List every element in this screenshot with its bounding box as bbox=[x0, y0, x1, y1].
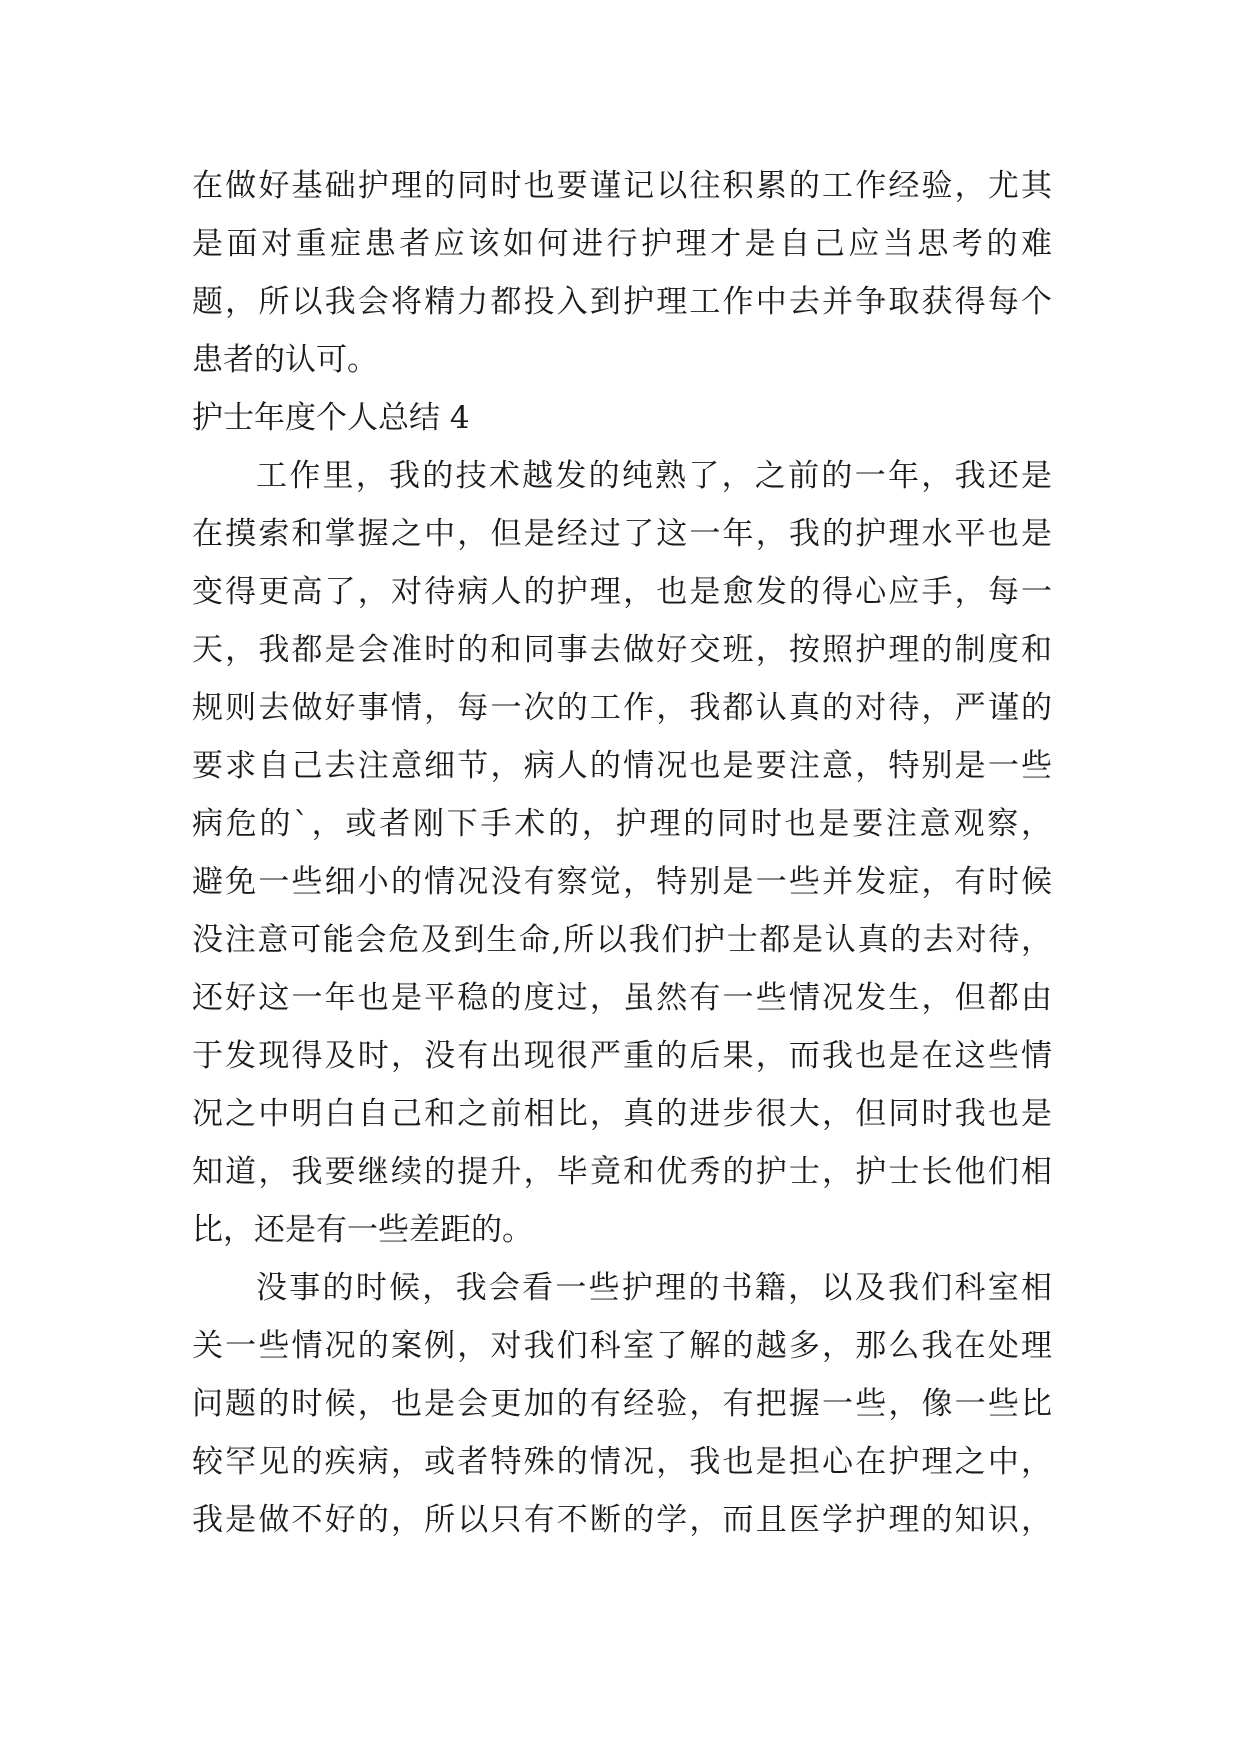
text-line: 规则去做好事情，每一次的工作，我都认真的对待，严谨的 bbox=[192, 690, 1052, 726]
text-line: 是面对重症患者应该如何进行护理才是自己应当思考的难 bbox=[192, 226, 1052, 262]
text-line: 变得更高了，对待病人的护理，也是愈发的得心应手，每一 bbox=[192, 574, 1052, 610]
text-line: 患者的认可。 bbox=[192, 342, 378, 378]
text-line: 病危的`，或者刚下手术的，护理的同时也是要注意观察， bbox=[192, 806, 1052, 842]
section-heading: 护士年度个人总结 4 bbox=[192, 400, 470, 436]
text-line: 天，我都是会准时的和同事去做好交班，按照护理的制度和 bbox=[192, 632, 1052, 668]
text-line: 于发现得及时，没有出现很严重的后果，而我也是在这些情 bbox=[192, 1038, 1052, 1074]
text-line: 没注意可能会危及到生命,所以我们护士都是认真的去对待， bbox=[192, 922, 1052, 958]
text-line: 要求自己去注意细节，病人的情况也是要注意，特别是一些 bbox=[192, 748, 1052, 784]
text-line: 在做好基础护理的同时也要谨记以往积累的工作经验，尤其 bbox=[192, 168, 1052, 204]
document-page bbox=[192, 157, 1052, 1549]
text-line: 关一些情况的案例，对我们科室了解的越多，那么我在处理 bbox=[192, 1328, 1052, 1364]
paragraph-2 bbox=[192, 1259, 1052, 1549]
text-line: 还好这一年也是平稳的度过，虽然有一些情况发生，但都由 bbox=[192, 980, 1052, 1016]
text-line: 我是做不好的，所以只有不断的学，而且医学护理的知识， bbox=[192, 1502, 1052, 1538]
text-line: 在摸索和掌握之中，但是经过了这一年，我的护理水平也是 bbox=[192, 516, 1052, 552]
text-line: 比，还是有一些差距的。 bbox=[192, 1212, 533, 1248]
text-line: 知道，我要继续的提升，毕竟和优秀的护士，护士长他们相 bbox=[192, 1154, 1052, 1190]
text-line: 较罕见的疾病，或者特殊的情况，我也是担心在护理之中， bbox=[192, 1444, 1052, 1480]
text-line: 题，所以我会将精力都投入到护理工作中去并争取获得每个 bbox=[192, 284, 1052, 320]
paragraph-1 bbox=[192, 447, 1052, 1259]
text-line: 问题的时候，也是会更加的有经验，有把握一些，像一些比 bbox=[192, 1386, 1052, 1422]
text-line: 况之中明白自己和之前相比，真的进步很大，但同时我也是 bbox=[192, 1096, 1052, 1132]
intro-paragraph bbox=[192, 157, 1052, 389]
text-line: 避免一些细小的情况没有察觉，特别是一些并发症，有时候 bbox=[192, 864, 1052, 900]
text-line: 没事的时候，我会看一些护理的书籍，以及我们科室相 bbox=[256, 1270, 1052, 1306]
text-line: 工作里，我的技术越发的纯熟了，之前的一年，我还是 bbox=[256, 458, 1052, 494]
